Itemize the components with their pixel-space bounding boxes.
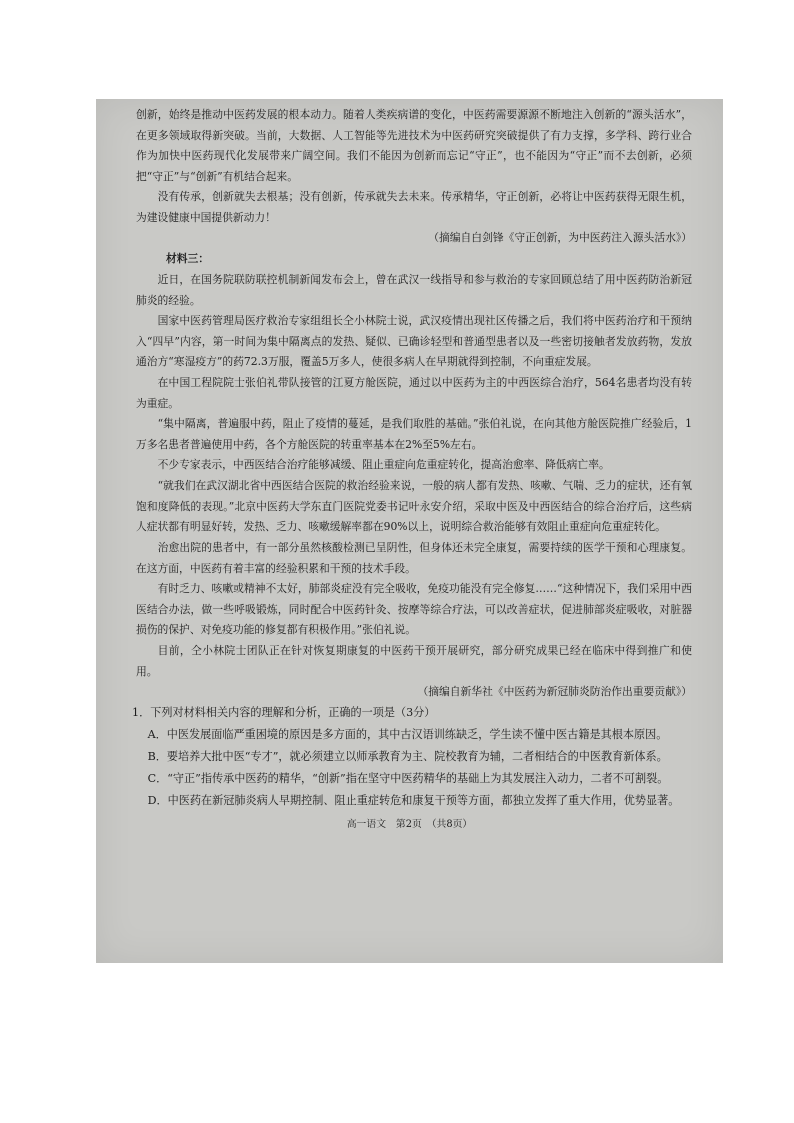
paragraph-inheritance: 没有传承，创新就失去根基；没有创新，传承就失去未来。传承精华，守正创新，必将让中医药获得无限生机，为建设健康中国提供新动力！ bbox=[136, 190, 692, 224]
paragraph-press-conference: 近日，在国务院联防联控机制新闻发布会上，曾在武汉一线指导和参与救治的专家回顾总结了用中医药防治新冠肺炎的经验。 bbox=[136, 273, 692, 307]
question-1: 1．下列对材料相关内容的理解和分析，正确的一项是（3分） bbox=[132, 706, 436, 719]
option-d: D．中医药在新冠肺炎病人早期控制、阻止重症转危和康复干预等方面，都独立发挥了重大作用，优势显著。 bbox=[147, 794, 680, 807]
material-3-heading: 材料三： bbox=[166, 252, 210, 265]
paragraph-tong-xiaolin: 国家中医药管理局医疗救治专家组组长仝小林院士说，武汉疫情出现社区传播之后，我们将中医药治疗和干预纳入“四早”内容，第一时间为集中隔离点的发热、疑似、已确诊轻型和普通型患者以及一些密切接触者发放药物，发放通治方“寒湿疫方”的药72.3万服，覆盖5万多人，使很多病人在早期就得到控制，不向重症发展。 bbox=[136, 314, 692, 369]
option-b: B．要培养大批中医“专才”，就必须建立以师承教育为主、院校教育为辅，二者相结合的中医教育新体系。 bbox=[147, 750, 668, 763]
source-citation-2: （摘编自白剑锋《守正创新，为中医药注入源头活水》） bbox=[428, 231, 692, 244]
paragraph-ye-yongan: “就我们在武汉湖北省中西医结合医院的救治经验来说，一般的病人都有发热、咳嗽、气喘、乏力的症状，还有氧饱和度降低的表现。”北京中医药大学东直门医院党委书记叶永安介绍，采取中医及中西医结合的综合治疗后，这些病人症状都有明显好转，发热、乏力、咳嗽缓解率都在90%以上，说明综合救治能够有效阻止重症向危重症转化。 bbox=[136, 479, 692, 534]
paragraph-rehabilitation: 有时乏力、咳嗽或精神不太好，肺部炎症没有完全吸收，免疫功能没有完全修复……“这种情况下，我们采用中西医结合办法，做一些呼吸锻炼，同时配合中医药针灸、按摩等综合疗法，可以改善症状，促进肺部炎症吸收，对脏器损伤的保护、对免疫功能的修复都有积极作用。”张伯礼说。 bbox=[136, 582, 692, 637]
paragraph-recovered-patients: 治愈出院的患者中，有一部分虽然核酸检测已呈阴性，但身体还未完全康复，需要持续的医学干预和心理康复。在这方面，中医药有着丰富的经验积累和干预的技术手段。 bbox=[136, 541, 692, 575]
paragraph-zhang-boli-quote: “集中隔离，普遍服中药，阻止了疫情的蔓延，是我们取胜的基础。”张伯礼说，在向其他方舱医院推广经验后，1万多名患者普遍使用中药，各个方舱医院的转重率基本在2%至5%左右。 bbox=[136, 417, 692, 451]
source-citation-3: （摘编自新华社《中医药为新冠肺炎防治作出重要贡献》） bbox=[417, 685, 692, 698]
option-c: C．“守正”指传承中医药的精华，“创新”指在坚守中医药精华的基础上为其发展注入动力，二者不可割裂。 bbox=[147, 772, 669, 785]
option-a: A．中医发展面临严重困境的原因是多方面的，其中古汉语训练缺乏，学生读不懂中医古籍是其根本原因。 bbox=[147, 728, 668, 741]
page-footer: 高一语文 第2页 （共8页） bbox=[346, 819, 473, 830]
paragraph-jiangxia-hospital: 在中国工程院院士张伯礼带队接管的江夏方舱医院，通过以中医药为主的中西医综合治疗，564名患者均没有转为重症。 bbox=[136, 376, 692, 410]
paragraph-experts: 不少专家表示，中西医结合治疗能够减缓、阻止重症向危重症转化，提高治愈率、降低病亡率。 bbox=[157, 458, 610, 471]
paragraph-innovation: 创新，始终是推动中医药发展的根本动力。随着人类疾病谱的变化，中医药需要源源不断地注入创新的“源头活水”，在更多领域取得新突破。当前，大数据、人工智能等先进技术为中医药研究突破提供了有力支撑，多学科、跨行业合作为加快中医药现代化发展带来广阔空间。我们不能因为创新而忘记“守正”，也不能因为“守正”而不去创新，必须把“守正”与“创新”有机结合起来。 bbox=[136, 108, 692, 183]
scanned-exam-page bbox=[96, 99, 723, 963]
paragraph-current-research: 目前，仝小林院士团队正在针对恢复期康复的中医药干预开展研究，部分研究成果已经在临床中得到推广和使用。 bbox=[136, 644, 692, 678]
